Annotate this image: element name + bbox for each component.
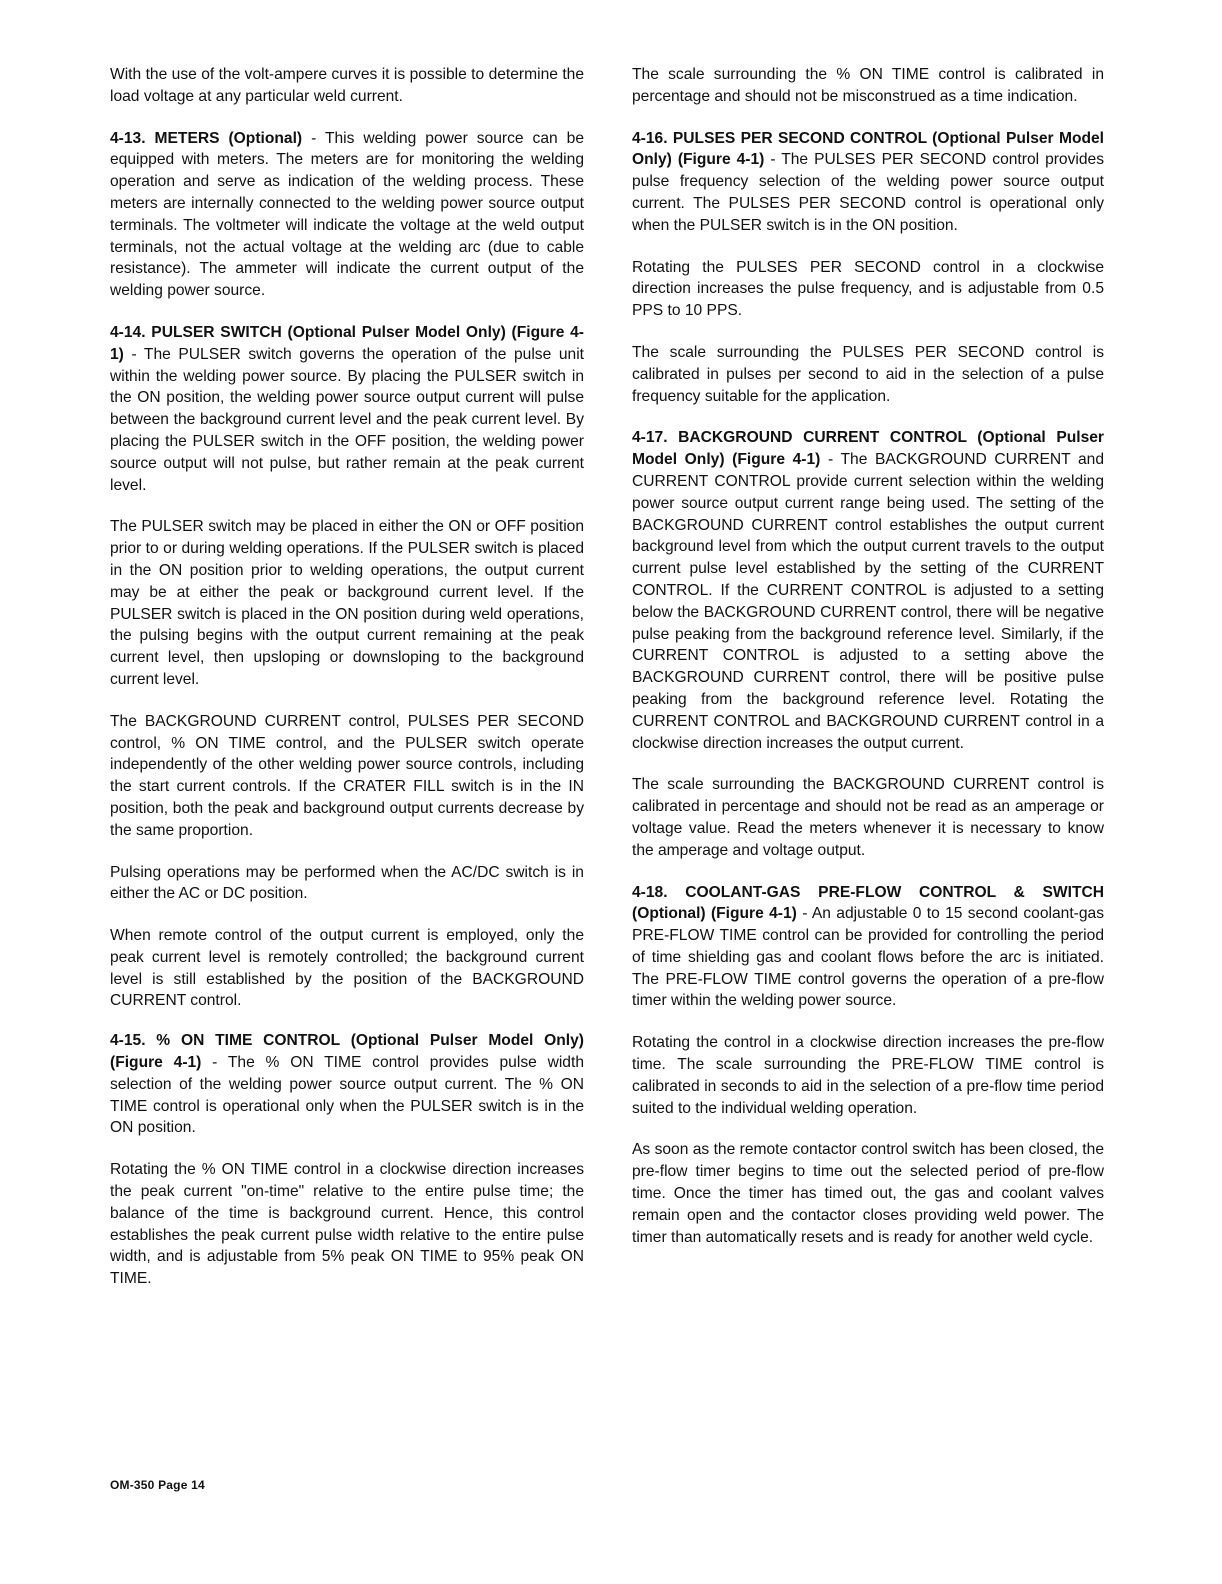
- paragraph: [632, 257, 1104, 322]
- paragraph: [632, 64, 1104, 108]
- paragraph-text: - This welding power source can be equipped with meters. The meters are for monitoring the welding operation and serve as indication of the welding process. These meters are internally connected to the welding power source output terminals. The voltmeter will indicate the voltage at the weld output terminals, not the actual voltage at the welding arc (due to cable resistance). The ammeter will indicate the current output of the welding power source.: [110, 129, 584, 300]
- paragraph: [632, 1139, 1104, 1248]
- paragraph-text: The scale surrounding the % ON TIME control is calibrated in percentage and should not be misconstrued as a time indication.: [632, 66, 1104, 105]
- paragraph-text: The scale surrounding the PULSES PER SECOND control is calibrated in pulses per second to aid in the selection of a pulse frequency suitable for the application.: [632, 343, 1104, 405]
- page-footer: OM-350 Page 14: [110, 1478, 205, 1492]
- paragraph: [632, 342, 1104, 407]
- paragraph-text: - An adjustable 0 to 15 second coolant-gas PRE-FLOW TIME control can be provided for controlling the period of time shielding gas and coolant flows before the arc is initiated. The PRE-FLOW TIME control governs the operation of a pre-flow timer within the welding power source.: [632, 905, 1104, 1010]
- left-column: [110, 64, 584, 1310]
- paragraph: [110, 862, 584, 906]
- section-heading: 4-14. PULSER SWITCH (Optional Pulser Model Only) (Figure 4-1): [110, 323, 584, 363]
- paragraph-text: - The BACKGROUND CURRENT and CURRENT CONTROL provide current selection within the welding power source output current range being used. The setting of the BACKGROUND CURRENT control establishes the output current background level from which the output current travels to the output current pulse level established by the setting of the CURRENT CONTROL. If the CURRENT CONTROL is adjusted to a setting below the BACKGROUND CURRENT control, there will be negative pulse peaking from the background reference level. Similarly, if the CURRENT CONTROL is adjusted to a setting above the BACKGROUND CURRENT control, there will be positive pulse peaking from the background reference level. Rotating the CURRENT CONTROL and BACKGROUND CURRENT control in a clockwise direction increases the output current.: [632, 451, 1105, 752]
- paragraph: [110, 128, 584, 302]
- paragraph: [632, 882, 1104, 1013]
- section-heading: 4-13. METERS (Optional): [110, 129, 303, 147]
- paragraph-text: Rotating the control in a clockwise direction increases the pre-flow time. The scale surrounding the PRE-FLOW TIME control is calibrated in seconds to aid in the selection of a pre-flow time period suited to the individual welding operation.: [632, 1034, 1104, 1117]
- paragraph-text: - The % ON TIME control provides pulse width selection of the welding power source output current. The % ON TIME control is operational only when the PULSER switch is in the ON position.: [110, 1054, 584, 1137]
- paragraph-text: The BACKGROUND CURRENT control, PULSES PER SECOND control, % ON TIME control, and the PULSER switch operate independently of the other welding power source controls, including the start current controls. If the CRATER FILL switch is in the IN position, both the peak and background output currents decrease by the same proportion.: [110, 712, 584, 839]
- paragraph: [110, 1159, 584, 1290]
- paragraph-text: - The PULSES PER SECOND control provides pulse frequency selection of the welding power source output current. The PULSES PER SECOND control is operational only when the PULSER switch is in the ON position.: [632, 151, 1105, 234]
- section-heading: 4-16. PULSES PER SECOND CONTROL (Optional Pulser Model Only) (Figure 4-1): [632, 129, 1104, 169]
- paragraph-text: The PULSER switch may be placed in either the ON or OFF position prior to or during welding operations. If the PULSER switch is placed in the ON position prior to welding operations, the output current may be at either the peak or background current level. If the PULSER switch is placed in the ON position during weld operations, the pulsing begins with the output current remaining at the peak current level, then upsloping or downsloping to the background current level.: [110, 518, 584, 688]
- paragraph-text: When remote control of the output current is employed, only the peak current level is remotely controlled; the background current level is still established by the position of the BACKGROUND CURRENT control.: [110, 927, 584, 1010]
- paragraph-text: With the use of the volt-ampere curves it is possible to determine the load voltage at any particular weld current.: [110, 66, 584, 105]
- paragraph-text: - The PULSER switch governs the operation of the pulse unit within the welding power source. By placing the PULSER switch in the ON position, the welding power source output current will pulse between the background current level and the peak current level. By placing the PULSER switch in the OFF position, the welding power source output will not pulse, but rather remain at the peak current level.: [110, 345, 584, 494]
- paragraph-text: The scale surrounding the BACKGROUND CURRENT control is calibrated in percentage and should not be read as an amperage or voltage value. Read the meters whenever it is necessary to know the amperage and voltage output.: [632, 776, 1104, 859]
- paragraph-text: Rotating the % ON TIME control in a clockwise direction increases the peak current "on-time" relative to the entire pulse time; the balance of the time is background current. Hence, this control establishes the peak current pulse width relative to the entire pulse width, and is adjustable from 5% peak ON TIME to 95% peak ON TIME.: [110, 1161, 584, 1288]
- section-heading: 4-18. COOLANT-GAS PRE-FLOW CONTROL & SWITCH (Optional) (Figure 4-1): [632, 883, 1104, 923]
- right-column: [632, 64, 1104, 1268]
- paragraph: [110, 711, 584, 842]
- section-heading: 4-15. % ON TIME CONTROL (Optional Pulser Model Only) (Figure 4-1): [110, 1032, 584, 1072]
- paragraph: [110, 322, 584, 496]
- paragraph-text: Rotating the PULSES PER SECOND control in a clockwise direction increases the pulse frequency, and is adjustable from 0.5 PPS to 10 PPS.: [632, 258, 1104, 320]
- paragraph: [632, 128, 1104, 237]
- paragraph: [110, 64, 584, 108]
- paragraph: [110, 516, 584, 690]
- section-heading: 4-17. BACKGROUND CURRENT CONTROL (Optional Pulser Model Only) (Figure 4-1): [632, 429, 1104, 469]
- paragraph-text: Pulsing operations may be performed when the AC/DC switch is in either the AC or DC position.: [110, 863, 584, 903]
- paragraph: [632, 774, 1104, 861]
- paragraph: [632, 427, 1104, 754]
- paragraph: [110, 925, 584, 1012]
- paragraph: [632, 1032, 1104, 1119]
- paragraph: [110, 1030, 584, 1139]
- paragraph-text: As soon as the remote contactor control switch has been closed, the pre-flow timer begins to time out the selected period of pre-flow time. Once the timer has timed out, the gas and coolant valves remain open and the contactor closes providing weld power. The timer than automatically resets and is ready for another weld cycle.: [632, 1141, 1104, 1246]
